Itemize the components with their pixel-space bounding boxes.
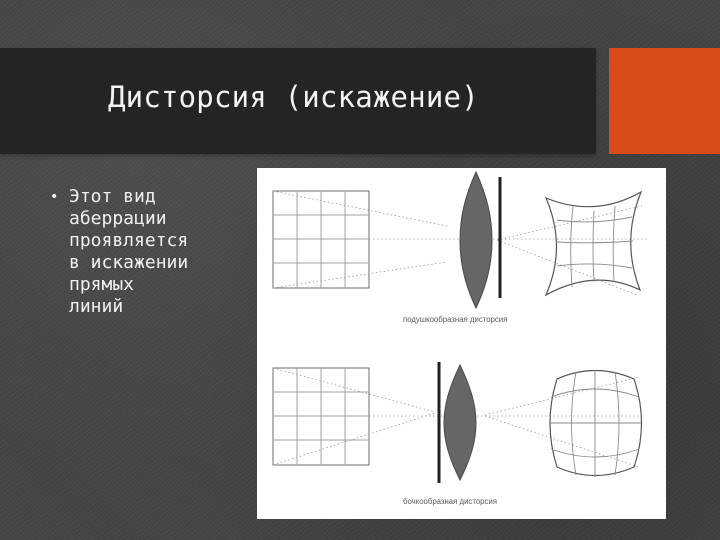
bullet-item: [50, 186, 240, 318]
slide-title: Дисторсия (искажение): [108, 80, 479, 114]
bullet-dot-icon: •: [50, 189, 59, 205]
bullet-text: Этот вид аберрации проявляется в искажении прямых линий: [69, 186, 189, 317]
barrel-caption: бочкообразная дисторсия: [403, 497, 497, 506]
bullet-list: [50, 186, 240, 318]
distortion-diagram: [257, 168, 666, 519]
distortion-figure: [257, 168, 666, 519]
pincushion-caption: подушкообразная дисторсия: [403, 315, 508, 324]
accent-block: [609, 48, 720, 154]
